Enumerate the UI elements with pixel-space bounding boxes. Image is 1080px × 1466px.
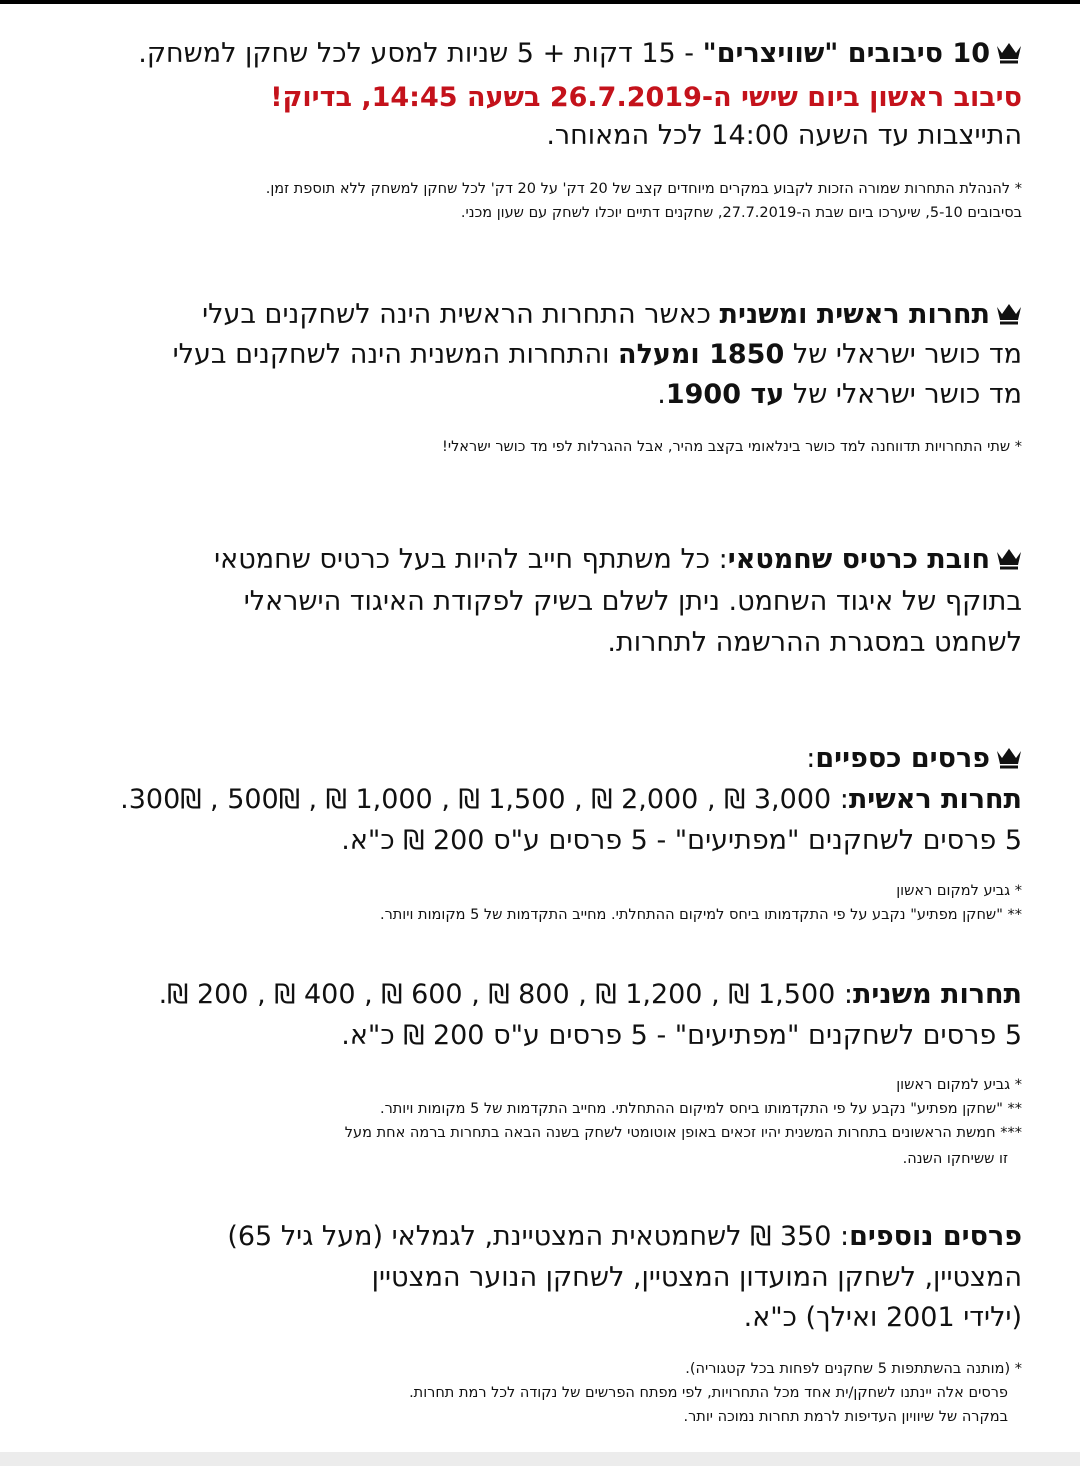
prizes-heading — [806, 745, 1022, 772]
rating-text-b: והתחרות המשנית הינה לשחקנים בעלי — [172, 339, 619, 370]
crown-icon — [996, 42, 1022, 64]
rating-1850: 1850 ומעלה — [618, 339, 785, 370]
bottom-bar — [0, 1452, 1080, 1466]
card-line-1 — [214, 546, 1022, 573]
rounds-rest: - 15 דקות + 5 שניות למסע לכל שחקן למשחק. — [138, 38, 703, 69]
extra-prizes-line-3: (ילידי 2001 ואילך) כ"א. — [743, 1302, 1022, 1333]
time-note: * להנהלת התחרות שמורה הזכות לקבוע במקרים מיוחדים קצב של 20 דק' על 20 דק' לכל שחקן למשחק ללא תוספת זמן. — [265, 181, 1022, 197]
secondary-surprise-line: 5 פרסים לשחקנים "מפתיעים" - 5 פרסים ע"ס 200 ₪ כ"א. — [341, 1020, 1022, 1051]
promotion-note-cont: זו ששיחקו השנה. — [902, 1151, 1008, 1167]
extra-condition-note: * (מותנה בהשתתפות 5 שחקנים לפחות בכל קטגוריה). — [685, 1361, 1022, 1377]
rating-text-c: מד כושר ישראלי של — [784, 379, 1022, 410]
tournaments-line-2 — [173, 341, 1022, 368]
extra-prizes-label: פרסים נוספים — [849, 1221, 1022, 1252]
main-surprise-line: 5 פרסים לשחקנים "מפתיעים" - 5 פרסים ע"ס 200 ₪ כ"א. — [341, 825, 1022, 856]
crown-icon — [996, 548, 1022, 570]
crown-icon — [996, 303, 1022, 325]
secondary-surprise-note: ** "שחקן מפתיע" נקבע על פי התקדמותו ביחס למיקום ההתחלתי. מחייב התקדמות של 5 מקומות ויותר. — [379, 1101, 1022, 1117]
crown-icon — [996, 747, 1022, 769]
card-bold: חובת כרטיס שחמטאי — [727, 544, 990, 575]
card-line-3: לשחמט במסגרת ההרשמה לתחרות. — [607, 627, 1022, 658]
rounds-line — [138, 40, 1022, 67]
card-line-2: בתוקף של איגוד השחמט. ניתן לשלם בשיק לפקודת האיגוד הישראלי — [243, 586, 1022, 617]
promotion-note: *** חמשת הראשונים בתחרות המשנית יהיו זכאים באופן אוטומטי לשחק בשנה הבאה בתחרות ברמה אחת מעל — [344, 1125, 1022, 1141]
tournaments-line-1 — [202, 301, 1022, 328]
secondary-label: תחרות משנית — [852, 979, 1022, 1010]
main-surprise-note: ** "שחקן מפתיע" נקבע על פי התקדמותו ביחס למיקום ההתחלתי. מחייב התקדמות של 5 מקומות ויותר. — [379, 907, 1022, 923]
extra-prizes-line-2: המצטיין, לשחקן המועדון המצטיין, לשחקן הנוער המצטיין — [371, 1262, 1022, 1293]
secondary-prizes: : 1,500 ₪ , 1,200 ₪ , 800 ₪ , 600 ₪ , 400 ₪ , 200 ₪. — [158, 979, 853, 1010]
rating-1900: עד 1900 — [665, 379, 785, 410]
main-prizes-line — [120, 786, 1022, 813]
prizes-heading-colon: : — [806, 743, 816, 774]
rating-text-a: מד כושר ישראלי של — [784, 339, 1022, 370]
main-trophy-note: * גביע למקום ראשון — [896, 883, 1022, 899]
first-round-line: סיבוב ראשון ביום שישי ה-26.7.2019 בשעה 14:45, בדיוק! — [270, 82, 1022, 113]
main-prizes: : 3,000 ₪ , 2,000 ₪ , 1,500 ₪ , 1,000 ₪ , 500₪ , 300₪. — [120, 784, 849, 815]
rating-text-d: . — [657, 379, 666, 410]
tournaments-line-3 — [657, 381, 1022, 408]
extra-prizes-line-1 — [227, 1223, 1022, 1250]
tournaments-bold: תחרות ראשית ומשנית — [719, 299, 990, 330]
rounds-bold: 10 סיבובים "שוויצרים" — [702, 38, 990, 69]
checkin-line: התייצבות עד השעה 14:00 לכל המאוחר. — [546, 120, 1022, 151]
main-label: תחרות ראשית — [848, 784, 1022, 815]
mechanical-clock-note: בסיבובים 5-10, שיערכו ביום שבת ה-27.7.2019, שחקנים דתיים יוכלו לשחק עם שעון מכני. — [460, 205, 1022, 221]
prizes-heading-bold: פרסים כספיים — [815, 743, 990, 774]
secondary-prizes-line — [159, 981, 1022, 1008]
extra-distribution-note: פרסים אלה יינתנו לשחקן/ית אחד מכל התחרויות, לפי מפתח הפרשים של נקודה לכל רמת תחרות. — [409, 1385, 1008, 1401]
card-rest: : כל משתתף חייב להיות בעל כרטיס שחמטאי — [214, 544, 728, 575]
extra-tie-note: במקרה של שיוויון העדיפות לרמת תחרות נמוכה יותר. — [683, 1409, 1008, 1425]
rating-note: * שתי התחרויות תדווחנה למד כושר בינלאומי בקצב מהיר, אבל ההגרלות לפי מד כושר ישראלי! — [442, 439, 1022, 455]
extra-prizes-rest: : 350 ₪ לשחמטאית המצטיינת, לגמלאי (מעל גיל 65) — [227, 1221, 850, 1252]
secondary-trophy-note: * גביע למקום ראשון — [896, 1077, 1022, 1093]
tournaments-rest: כאשר התחרות הראשית הינה לשחקנים בעלי — [202, 299, 720, 330]
